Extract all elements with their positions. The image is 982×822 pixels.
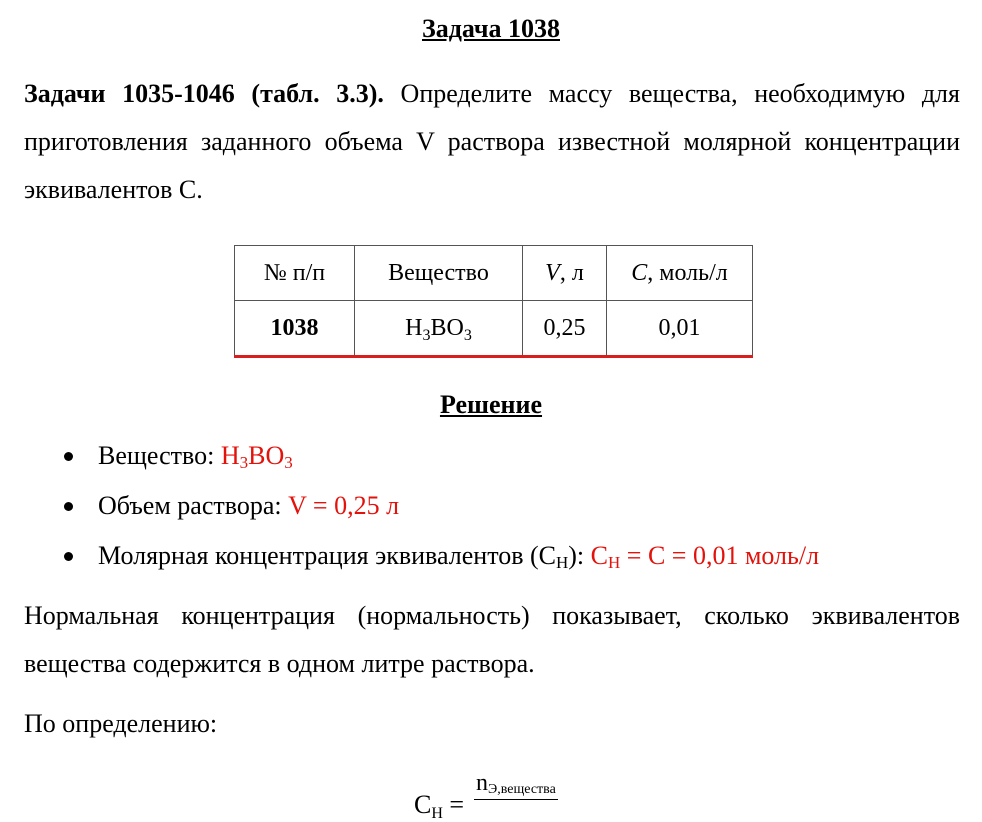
list-item bbox=[64, 433, 819, 483]
solution-title: Решение bbox=[439, 390, 543, 419]
formula-lhs: $C_Н$ = bbox=[414, 790, 465, 822]
formula-part: H bbox=[405, 314, 423, 341]
normality-formula bbox=[414, 770, 614, 822]
header-volume bbox=[523, 246, 607, 301]
page-title: Задача 1038 bbox=[422, 14, 560, 43]
given-label: Вещество: bbox=[98, 441, 221, 470]
conc-unit: , моль/л bbox=[647, 259, 728, 286]
cell-concentration: 0,01 bbox=[607, 301, 753, 357]
formula-subscript: 3 bbox=[463, 326, 472, 344]
table-header-row bbox=[235, 246, 753, 301]
formula-subscript: 3 bbox=[422, 326, 431, 344]
header-concentration bbox=[607, 246, 753, 301]
formula-numerator: $n_{Э,вещества}$ bbox=[476, 770, 556, 797]
cell-volume: 0,25 bbox=[523, 301, 607, 357]
bullet-icon bbox=[64, 552, 73, 561]
formula-fraction bbox=[474, 770, 558, 800]
cell-substance bbox=[355, 301, 523, 357]
task-table bbox=[234, 245, 753, 358]
given-label: Объем раствора: bbox=[98, 491, 289, 520]
paragraph-definition: Нормальная концентрация (нормальность) показывает, сколько эквивалентов вещества содержится в одном литре раствора. bbox=[24, 601, 960, 678]
given-value: V = 0,25 л bbox=[288, 491, 400, 520]
paragraph-by-definition: По определению: bbox=[24, 709, 218, 738]
cell-num: 1038 bbox=[235, 301, 355, 357]
list-item bbox=[64, 533, 819, 583]
header-num: № п/п bbox=[235, 246, 355, 301]
given-label: Молярная концентрация эквивалентов $(C_Н)$: bbox=[98, 541, 591, 572]
given-value: $H_3BO_3$ bbox=[220, 441, 293, 472]
formula-part: BO bbox=[430, 314, 464, 341]
list-item bbox=[64, 483, 819, 533]
bullet-icon bbox=[64, 452, 73, 461]
volume-unit: , л bbox=[559, 259, 584, 286]
conc-symbol: C bbox=[631, 259, 648, 286]
given-list bbox=[64, 433, 819, 583]
table-row bbox=[235, 301, 753, 357]
problem-lead: Задачи 1035-1046 (табл. 3.3). bbox=[24, 79, 384, 108]
volume-symbol: V bbox=[545, 259, 560, 286]
problem-text: Определите массу вещества, необходимую для приготовления заданного объема V раствора известной молярной концентрации эквивалентов С. bbox=[24, 79, 960, 204]
problem-statement bbox=[24, 70, 960, 214]
given-value: $C_Н = C = 0,01$ моль/л bbox=[590, 541, 820, 572]
bullet-icon bbox=[64, 502, 73, 511]
fraction-bar bbox=[474, 799, 558, 800]
header-substance: Вещество bbox=[355, 246, 523, 301]
